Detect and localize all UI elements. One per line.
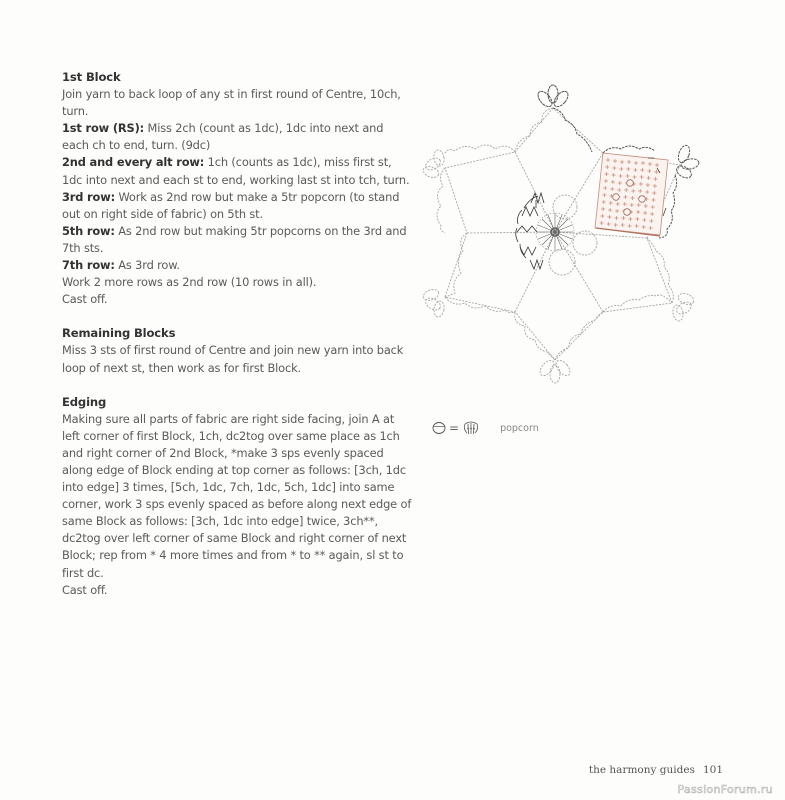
popcorn-symbol-icon <box>432 421 446 435</box>
row-label: 1st row (RS): <box>62 121 145 136</box>
row-text: 1ch (counts as 1dc), miss first st, 1dc into next and each st to end, working last st into tch, turn. <box>62 155 410 187</box>
row-label: 2nd and every alt row: <box>62 155 205 170</box>
watermark: PassionForum.ru <box>677 783 773 796</box>
worked-block-grid <box>595 153 668 236</box>
row-text: Miss 2ch (count as 1dc), 1dc into next and each ch to end, turn. (9dc) <box>62 121 384 153</box>
row-label: 3rd row: <box>62 189 115 204</box>
row-label: 5th row: <box>62 223 115 238</box>
centre-motif <box>516 193 574 269</box>
remaining-blocks-text: Miss 3 sts of first round of Centre and join new yarn into back loop of next st, then work as for first Block. <box>62 343 404 375</box>
page-footer <box>589 764 723 776</box>
section-first-block <box>62 69 412 308</box>
row-5 <box>62 223 412 257</box>
legend-equals: = <box>449 421 460 435</box>
cast-off: Cast off. <box>62 582 108 597</box>
heading-first-block: 1st Block <box>62 70 121 84</box>
popcorn-stitch-icon <box>462 420 480 436</box>
row-label: 7th row: <box>62 258 115 273</box>
row-3 <box>62 189 412 223</box>
edging-text: Making sure all parts of fabric are right side facing, join A at left corner of first Block, 1ch, dc2tog over same place as 1ch and right corner of 2nd Block, *make 3 sps evenly spaced along edge of Block ending at top corner as follows: [3ch, 1dc into edge] 3 times, [5ch, 1dc, 7ch, 1dc, 5ch, 1dc] into same corner, work 3 sps evenly spaced as before along next edge of same Block as follows: [3ch, 1dc into edge] twice, 3ch**, dc2tog over left corner of same Block and right corner of next Block; rep from * 4 more times and from * to ** again, sl st to first dc. <box>62 411 412 580</box>
legend-label: popcorn <box>500 422 539 434</box>
legend <box>432 420 539 436</box>
more-rows: Work 2 more rows as 2nd row (10 rows in all). <box>62 275 317 290</box>
crochet-chart-diagram <box>400 80 720 400</box>
page-number: 101 <box>702 764 723 776</box>
section-remaining-blocks <box>62 325 412 376</box>
instructions-column <box>62 69 412 616</box>
first-block-intro: Join yarn to back loop of any st in first round of Centre, 10ch, turn. <box>62 87 401 119</box>
section-edging <box>62 394 412 599</box>
row-2 <box>62 154 412 188</box>
heading-remaining-blocks: Remaining Blocks <box>62 326 176 341</box>
row-text: Work as 2nd row but make a 5tr popcorn (to stand out on right side of fabric) on 5th st. <box>62 189 400 221</box>
running-title: the harmony guides <box>588 764 695 776</box>
row-text: As 2nd row but making 5tr popcorns on the 3rd and 7th sts. <box>62 223 407 255</box>
row-text: As 3rd row. <box>114 258 180 273</box>
row-7 <box>62 257 412 274</box>
row-1 <box>62 120 412 154</box>
heading-edging: Edging <box>62 394 107 409</box>
cast-off: Cast off. <box>62 292 108 307</box>
